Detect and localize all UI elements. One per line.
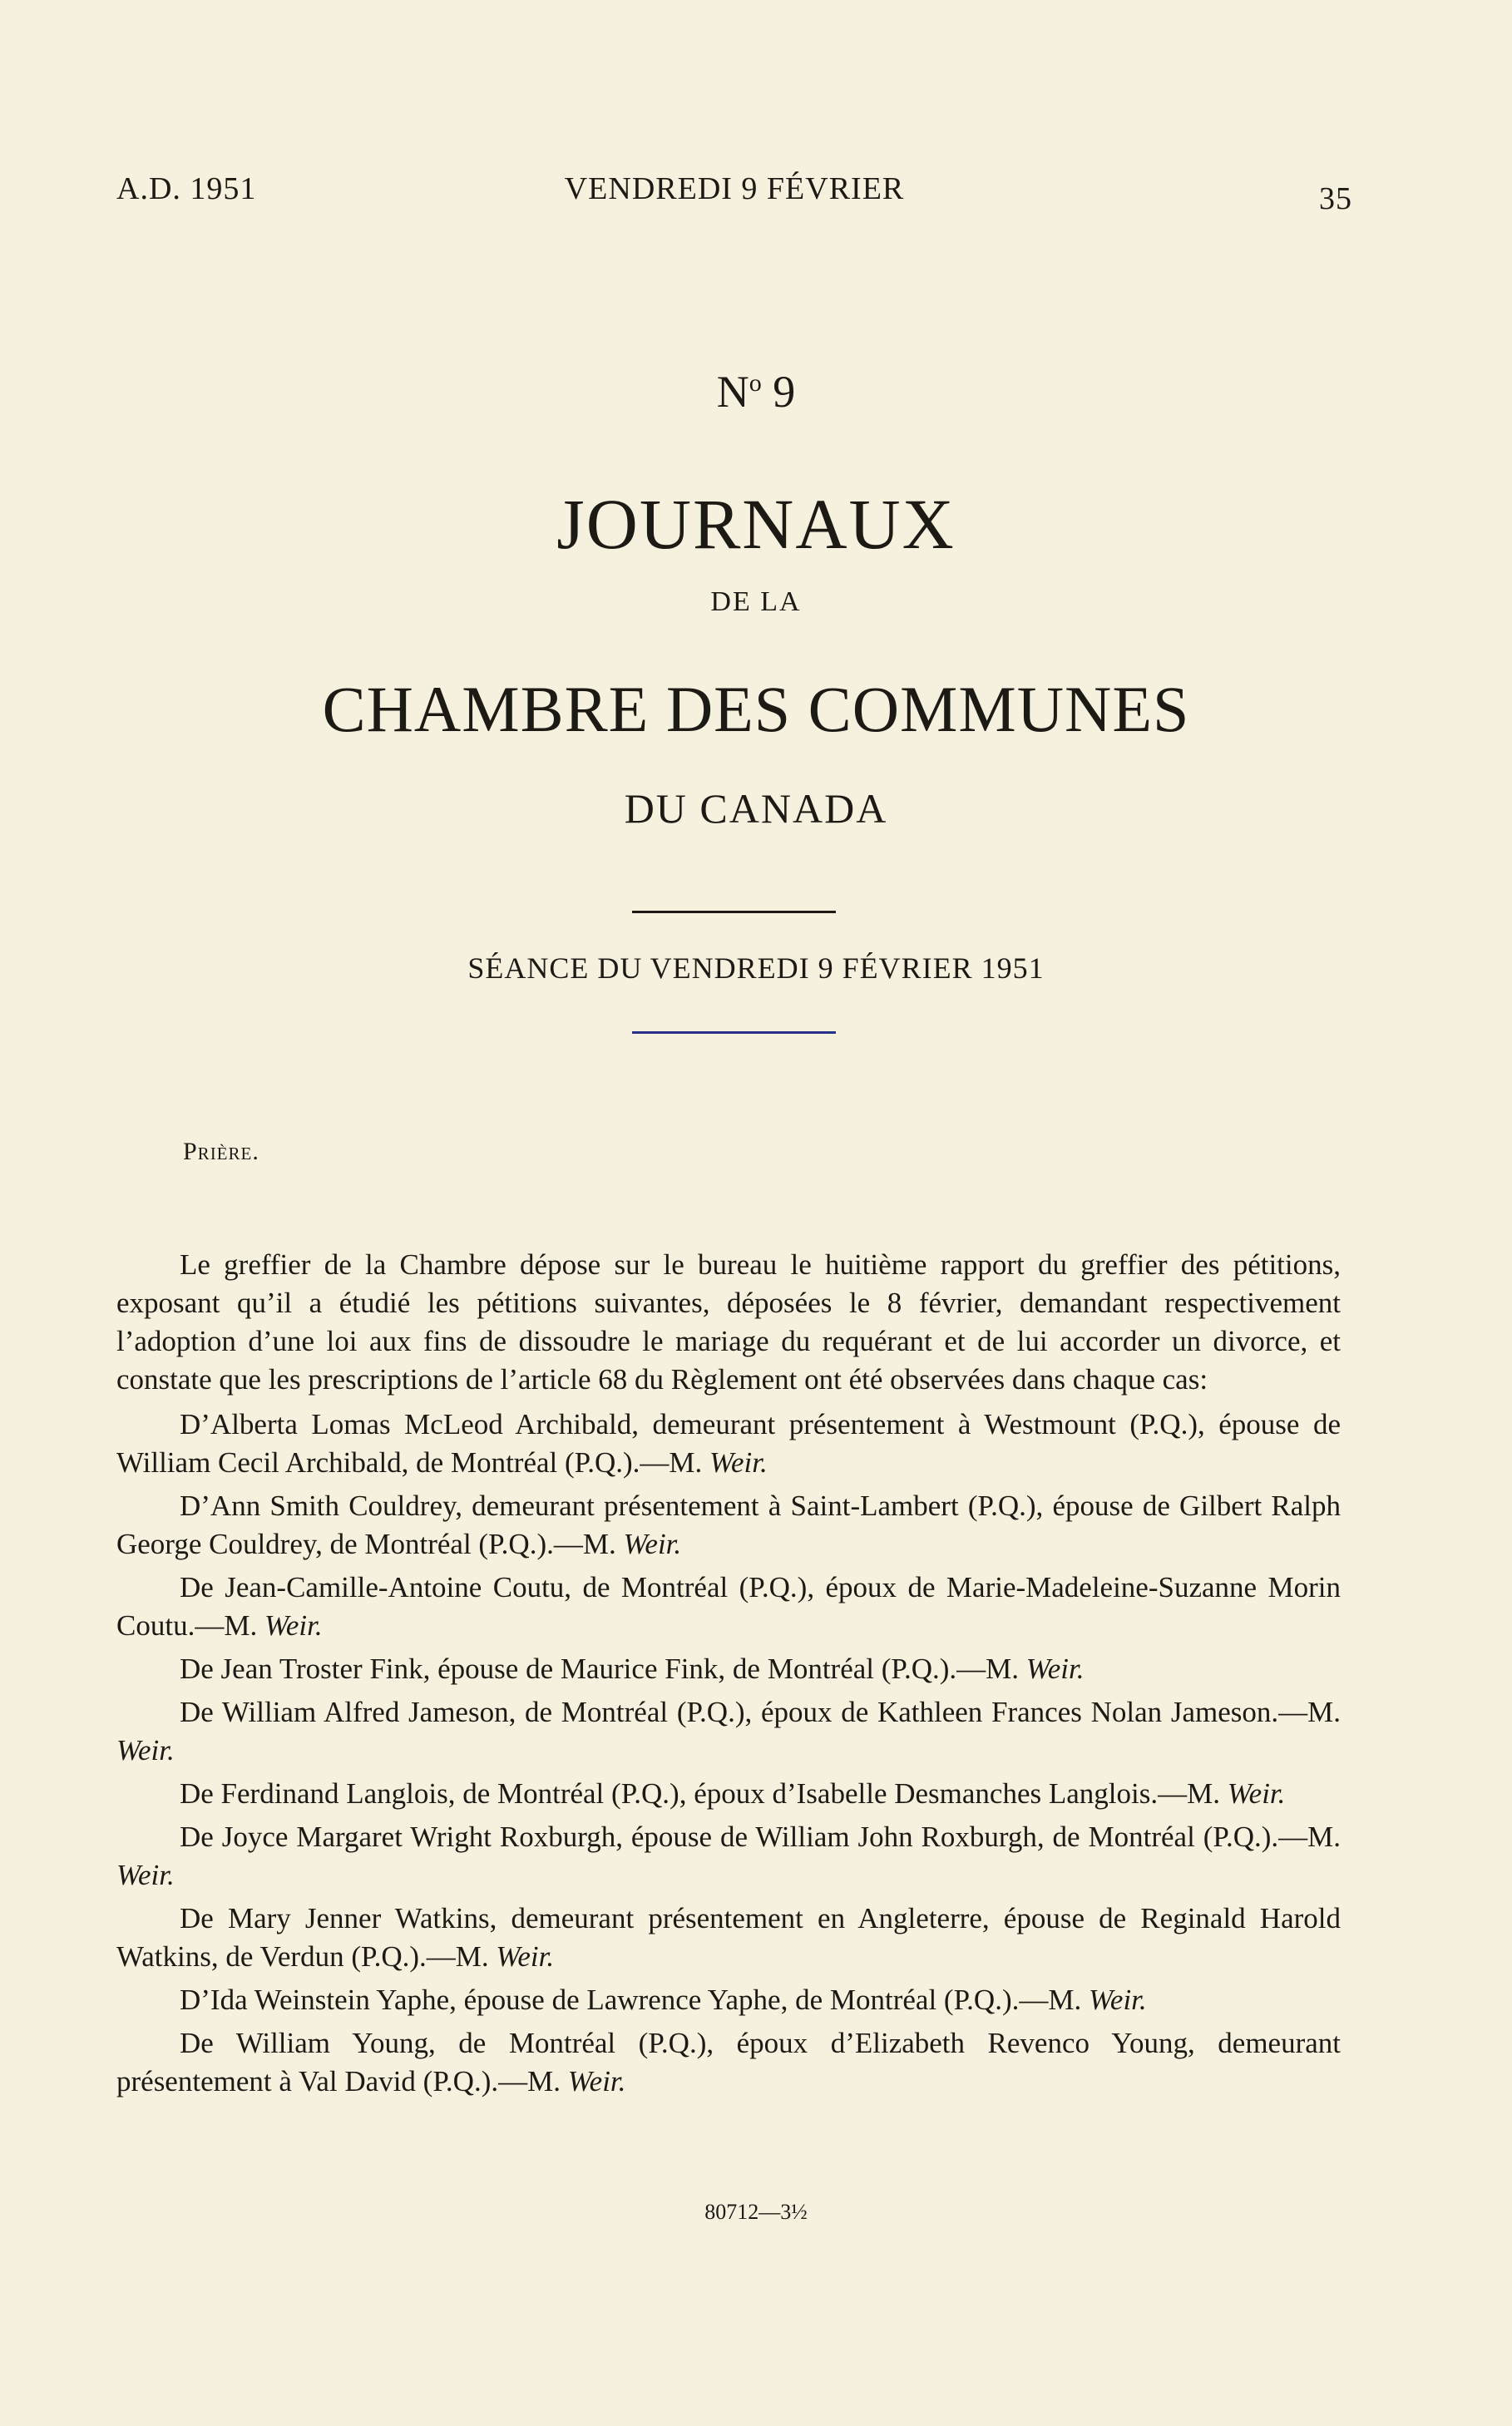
petition-text: De Joyce Margaret Wright Roxburgh, épouse de William John Roxburgh, de Montréal (P.Q.).—M. <box>180 1821 1341 1853</box>
issue-number-value: 9 <box>773 367 796 417</box>
title-chambre: CHAMBRE DES COMMUNES <box>322 673 1190 745</box>
prayer-text: Prière. <box>183 1138 259 1165</box>
petition-signer: Weir. <box>496 1940 555 1973</box>
petition-signer: Weir. <box>116 1859 175 1891</box>
petition-text: D’Ida Weinstein Yaphe, épouse de Lawrence Yaphe, de Montréal (P.Q.).—M. <box>180 1984 1089 2016</box>
petition-signer: Weir. <box>709 1446 768 1479</box>
divider-rule <box>632 1031 836 1034</box>
prayer-heading <box>183 1138 259 1166</box>
intro-paragraph: Le greffier de la Chambre dépose sur le bureau le huitième rapport du greffier des pétitions, exposant qu’il a étudié les pétitions suivantes, déposées le 8 février, demandant respectivement l’adoption d’une loi aux fins de dissoudre le mariage du requérant et de lui accorder un divorce, et constate que les prescriptions de l’article 68 du Règlement ont été observées dans chaque cas: <box>116 1248 1341 1396</box>
petition-item <box>116 1569 1341 1645</box>
petition-signer: Weir. <box>1088 1984 1147 2016</box>
petition-text: D’Alberta Lomas McLeod Archibald, demeurant présentement à Westmount (P.Q.), épouse de William Cecil Archibald, de Montréal (P.Q.).—M. <box>116 1408 1341 1479</box>
title-canada: DU CANADA <box>624 785 888 832</box>
petition-text: D’Ann Smith Couldrey, demeurant présentement à Saint-Lambert (P.Q.), épouse de Gilbert Ralph George Couldrey, de Montréal (P.Q.).—M. <box>116 1490 1341 1560</box>
title-journaux: JOURNAUX <box>556 484 956 564</box>
petition-text: De Ferdinand Langlois, de Montréal (P.Q.), époux d’Isabelle Desmanches Langlois.—M. <box>180 1777 1228 1810</box>
petition-text: De Mary Jenner Watkins, demeurant présentement en Angleterre, épouse de Reginald Harold Watkins, de Verdun (P.Q.).—M. <box>116 1902 1341 1973</box>
petition-signer: Weir. <box>1227 1777 1286 1810</box>
issue-number-sup: o <box>749 369 762 397</box>
petition-signer: Weir. <box>1025 1653 1085 1685</box>
journal-body <box>116 1246 1341 2106</box>
petition-signer: Weir. <box>623 1528 682 1560</box>
petition-item <box>116 1981 1341 2019</box>
title-de-la: DE LA <box>710 586 802 617</box>
petition-item <box>116 1406 1341 1482</box>
petition-item <box>116 1693 1341 1770</box>
header-year: A.D. 1951 <box>116 171 257 206</box>
petition-item <box>116 2024 1341 2101</box>
petition-signer: Weir. <box>264 1609 323 1642</box>
petition-item <box>116 1818 1341 1895</box>
running-header <box>116 170 1352 216</box>
petition-item <box>116 1487 1341 1564</box>
petition-text: De Jean-Camille-Antoine Coutu, de Montréal (P.Q.), époux de Marie-Madeleine-Suzanne Morin Coutu.—M. <box>116 1571 1341 1642</box>
print-code: 80712—3½ <box>704 2200 808 2224</box>
petition-list <box>116 1406 1341 2101</box>
issue-number <box>0 366 1512 418</box>
divider-rule <box>632 911 836 913</box>
petition-text: De Jean Troster Fink, épouse de Maurice Fink, de Montréal (P.Q.).—M. <box>180 1653 1026 1685</box>
petition-signer: Weir. <box>567 2065 626 2097</box>
petition-item <box>116 1650 1341 1688</box>
session-heading: SÉANCE DU VENDREDI 9 FÉVRIER 1951 <box>467 951 1045 985</box>
page-number: 35 <box>1319 181 1352 216</box>
issue-number-prefix: N <box>716 367 749 417</box>
petition-item <box>116 1900 1341 1976</box>
petition-text: De William Alfred Jameson, de Montréal (P.Q.), époux de Kathleen Frances Nolan Jameson.—M. <box>180 1696 1341 1728</box>
petition-text: De William Young, de Montréal (P.Q.), époux d’Elizabeth Revenco Young, demeurant présentement à Val David (P.Q.).—M. <box>116 2027 1341 2097</box>
petition-item <box>116 1775 1341 1813</box>
petition-signer: Weir. <box>116 1734 175 1766</box>
header-date: VENDREDI 9 FÉVRIER <box>564 171 905 206</box>
